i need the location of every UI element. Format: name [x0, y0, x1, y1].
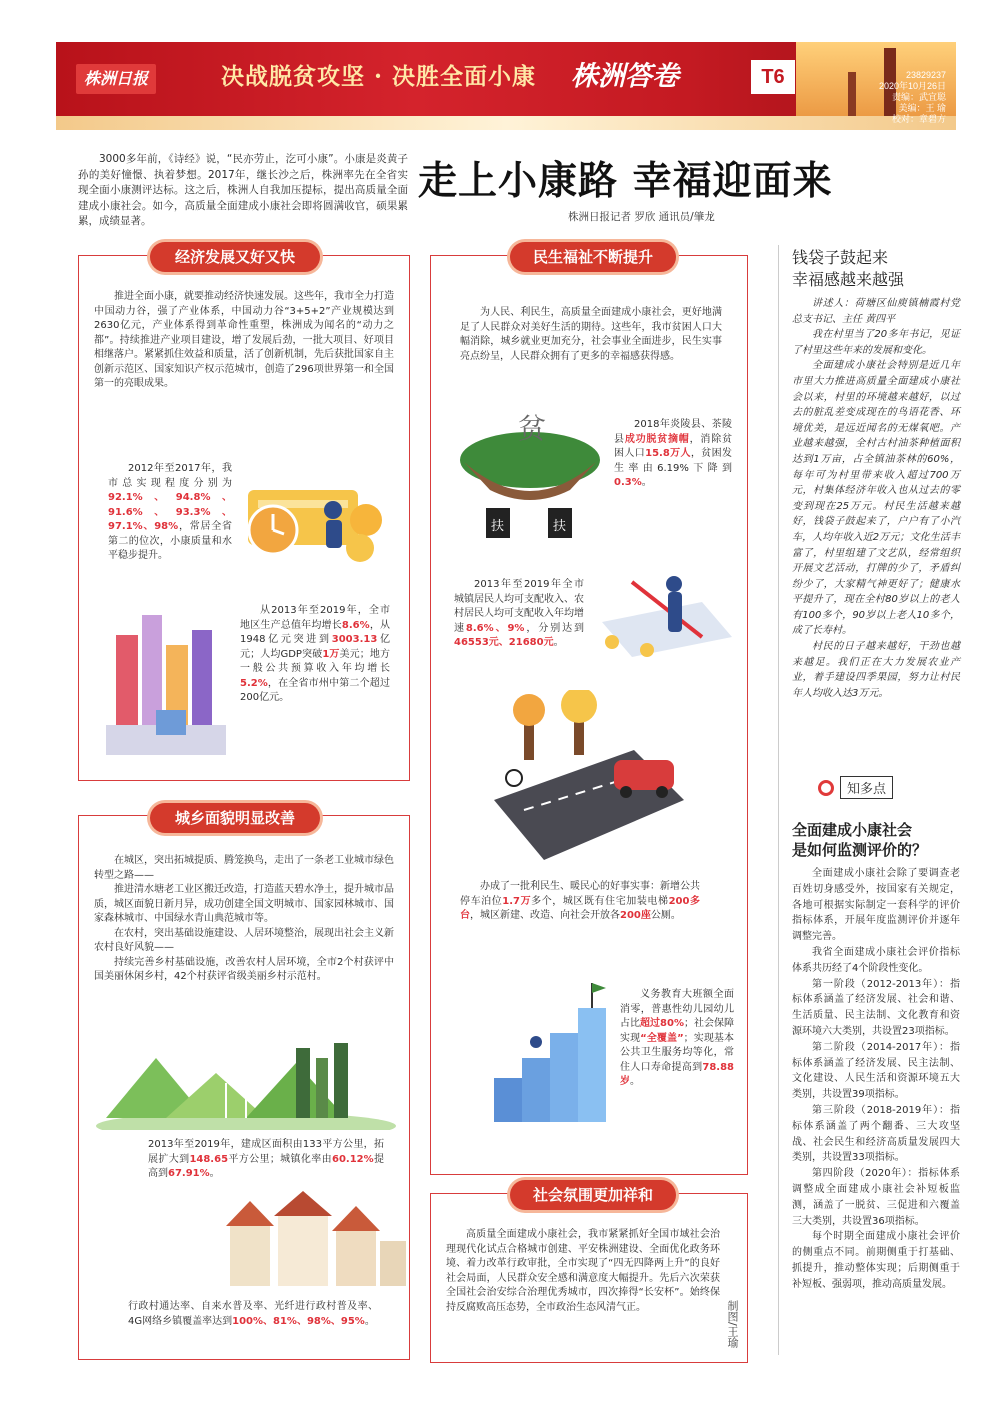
green-landscape-illustration	[96, 1038, 396, 1130]
column-divider	[778, 245, 779, 1355]
poverty-char: 贫	[518, 412, 547, 445]
village-houses-illustration	[220, 1186, 410, 1290]
masthead-banner	[56, 42, 956, 130]
welfare-section-label: 民生福祉不断提升	[510, 242, 676, 272]
income-growth-illustration	[592, 562, 736, 662]
welfare-stat-2: 2013年至2019年全市城镇居民人均可支配收入、农村居民人均可支配收入年均增速8.6%、9%，分别达到46553元、21680元。	[454, 579, 585, 648]
city-buildings-illustration	[96, 605, 236, 765]
faq-title: 全面建成小康社会 是如何监测评价的？	[792, 821, 928, 859]
urban-stat-1: 2013年至2019年，建成区面积由133平方公里，拓展扩大到148.65平方公里；城镇化率由60.12%提高到67.91%。	[148, 1139, 384, 1179]
society-paragraph: 高质量全面建成小康社会，我市紧紧抓好全国市域社会治理现代化试点合格城市创建、平安株洲建设、全面优化政务环境、着力改革行政审批，全市实现了“四无四降两上升”的良好社会局面，人民群众安全感和满意度大幅提升。先后六次荣获全国社会治安综合治理优秀城市，四次捧得“长安杯”。始终保持反腐败高压态势，全市政治生态风清气正。	[446, 1229, 720, 1313]
faq-text: 全面建成小康社会除了要调查老百姓切身感受外，按国家有关规定，各地可根据实际制定一套科学的评价指标体系，开展年度监测评价并逐年调整完善。 我省全面建成小康社会评价指标体系共历经了4个阶段性变化。 第一阶段（2012-2013年）：指标体系涵盖了经济发展、社会和谐、生活质量、民主法制、文化教育和资源环境六大类别，共设置23项指标。 第二阶段（2014-2017年）：指标体系涵盖了经济发展、民主法制、文化建设、人民生活和资源环境五大类别，共设置39项指标。 第三阶段（2018-2019年）：指标体系涵盖了两个翻番、三大攻坚战、社会民生和经济高质量发展四大类别，共设置33项指标。 第四阶段（2020年）：指标体系调整成全面建成小康社会补短板监测，涵盖了一脱贫、三促进和六覆盖三大类别，共设置36项指标。 每个时期全面建成小康社会评价的侧重点不同。前期侧重于打基础、抓提升，推动整体实现；后期侧重于补短板、强弱项，推动高质量发展。	[792, 868, 960, 1290]
help-char-right: 扶	[553, 519, 567, 534]
econ-stat-2: 从2013年至2019年，全市地区生产总值年均增长8.6%，从1948亿元突进到3003.13亿元；人均GDP突破1万美元；地方一般公共预算收入年均增长5.2%，在全省市州中第二个超过200亿元。	[240, 605, 391, 703]
edition-info: 23829237 2020年10月26日 责编：武宜聪 美编：王 瑜 校对：章碧方	[878, 70, 946, 124]
know-more-tag: 知多点	[818, 776, 893, 799]
help-char-left: 扶	[491, 519, 505, 534]
intro-paragraph: 3000多年前，《诗经》说，“民亦劳止，汔可小康”。小康是炎黄子孙的美好憧憬、执着梦想。2017年，继长沙之后，株洲率先在全省实现全面小康测评达标。这之后，株洲人自我加压提标，提出高质量全面建成小康社会。如今，高质量全面建成小康社会即将圆满收官，硕果累累，成绩显著。	[78, 153, 408, 227]
urban-paragraphs: 在城区，突出拓城提质、腾笼换鸟，走出了一条老工业城市绿色转型之路—— 推进清水塘老工业区搬迁改造，打造蓝天碧水净土，提升城市品质，城区面貌日新月异，成功创建全国文明城市、国家园林城市、国家森林城市、中国绿水青山典范城市等。 在农村，突出基础设施建设、人居环境整治，展现出社会主义新农村良好风貌—— 持续完善乡村基础设施，改善农村人居环境，全市2个村获评中国美丽休闲乡村，42个村获评省级美丽乡村示范村。	[94, 855, 394, 982]
banner-title: 决战脱贫攻坚 · 决胜全面小康	[221, 63, 537, 90]
parking-street-illustration	[484, 690, 694, 868]
urban-section-label: 城乡面貌明显改善	[150, 803, 320, 833]
banner-calligraphy: 株洲答卷	[571, 61, 679, 92]
welfare-stat-4: 义务教育大班额全面消零，普惠性幼儿园幼儿占比超过80%；社会保障实现“全覆盖”；实现基本公共卫生服务均等化，常住人口寿命提高到78.88岁。	[620, 989, 734, 1087]
society-section-label: 社会氛围更加祥和	[510, 1180, 676, 1210]
clock-money-illustration	[238, 470, 398, 570]
education-steps-illustration	[484, 978, 614, 1128]
urban-stat-2: 行政村通达率、自来水普及率、光纤进行政村普及率、4G网络乡镇覆盖率达到100%、81%、98%、95%。	[128, 1301, 378, 1327]
econ-section-label: 经济发展又好又快	[150, 242, 320, 272]
poverty-relief-illustration	[450, 390, 610, 550]
newspaper-logo: 株洲日报	[76, 64, 156, 94]
sidebar-story: 讲述人：荷塘区仙庾镇楠霞村党总支书记、主任 黄四平 我在村里当了20多年书记，见证了村里这些年来的发展和变化。 全面建成小康社会特别是近几年市里大力推进高质量全面建成小康社会以来，村里的环境越来越好，以过去的脏乱差变成现在的鸟语花香、环境优美，是远近闻名的无煤氧吧。产业越来越强，全村古村油茶种植面积达到1万亩，占全镇油茶林的60%，每年可为村里带来收入超过700万元，村集体经济年收入也从过去的零变到现在25万元。村民生活越来越好，钱袋子鼓起来了，户户有了小汽车，人均年收入近2万元；文化生活丰富了，村里组建了文艺队，经常组织开展文艺活动，打牌的少了，矛盾纠纷少了，大家精气神更好了；健康水平提升了，现在全村80岁以上的老人有100多个，90岁以上老人10多个，成了长寿村。 村民的日子越来越好，干劲也越来越足。我们正在大力发展农业产业，着手建设四季果园，努力让村民年人均收入达3万元。	[792, 298, 960, 699]
illustration-credit: 制图/王瑜	[726, 1300, 739, 1348]
welfare-stat-3: 办成了一批利民生、暖民心的好事实事：新增公共停车泊位1.7万多个，城区既有住宅加装电梯200多台，城区新建、改造、向社会开放各200座公厕。	[460, 881, 701, 921]
econ-paragraph: 推进全面小康，就要推动经济快速发展。这些年，我市全力打造中国动力谷，强了产业体系，中国动力谷“3+5+2”产业规模达到2630亿元，产业体系得到革命性重塑，株洲成为闻名的“动力之都”。持续推进产业项目建设，增了发展后劲，一批大项目、好项目相继落户。紧紧抓住效益和质量，活了创新机制，先后获批国家自主创新示范区、国家知识产权示范城市，创造了296项世界第一和全国第一的亮眼成果。	[94, 291, 394, 389]
welfare-stat-1: 2018年炎陵县、茶陵县成功脱贫摘帽，消除贫困人口15.8万人，贫困发生率由6.19%下降到0.3%。	[614, 419, 733, 488]
circle-dot-icon	[818, 780, 834, 796]
welfare-paragraph: 为人民、利民生，高质量全面建成小康社会，更好地满足了人民群众对美好生活的期待。这些年，我市贫困人口大幅消除，城乡就业更加充分，社会事业全面进步，民生实事亮点纷呈，人民群众拥有了更多的幸福感获得感。	[460, 307, 722, 362]
page-number-badge: T6	[751, 60, 795, 94]
banner-strip	[56, 116, 956, 130]
sidebar-title: 钱袋子鼓起来 幸福感越来越强	[792, 248, 905, 289]
econ-stat-1: 2012年至2017年，我市总实现程度分别为92.1%、94.8%、91.6%、93.3%、97.1%、98%，常居全省第二的位次，小康质量和水平稳步提升。	[108, 463, 232, 561]
byline: 株洲日报记者 罗欣 通讯员/肇龙	[568, 211, 715, 223]
page-headline: 走上小康路 幸福迎面来	[418, 159, 833, 204]
